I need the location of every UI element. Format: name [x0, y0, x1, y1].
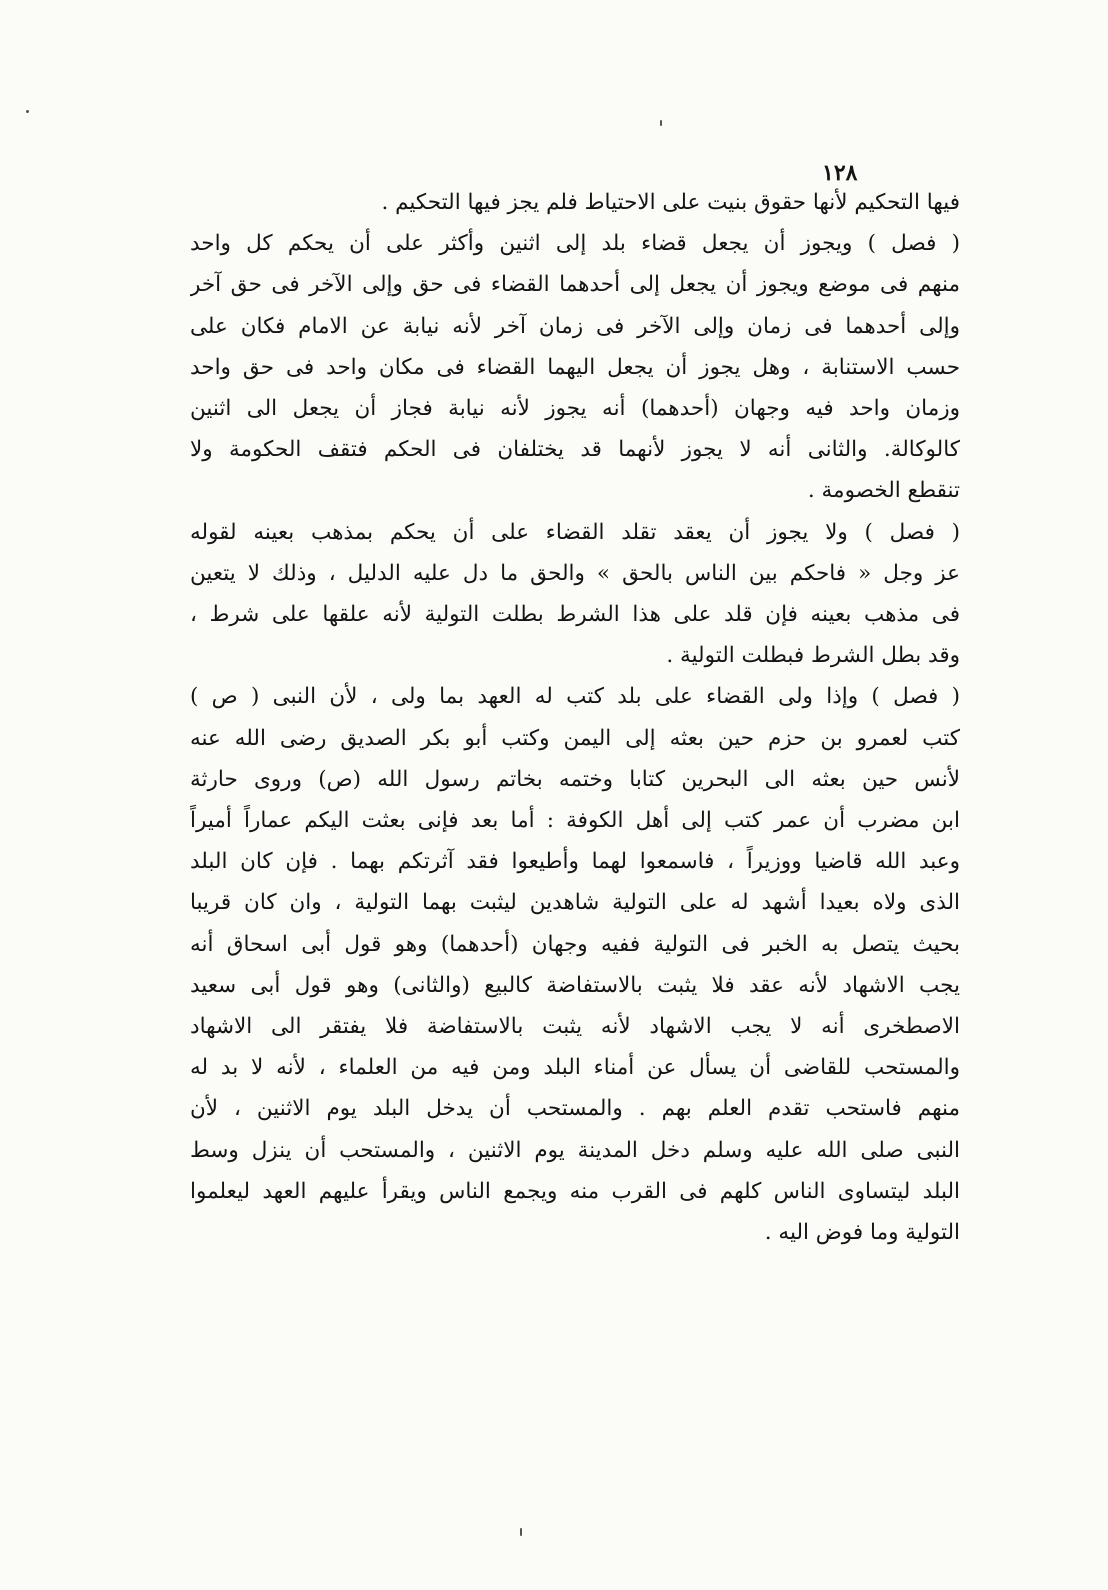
- text-line: البلد ليتساوى الناس كلهم فى القرب منه ويجمع الناس ويقرأ عليهم العهد ليعلموا: [190, 1178, 960, 1204]
- paragraph-1: [190, 182, 960, 223]
- scan-speck: [660, 120, 662, 126]
- page-number: ١٢٨: [822, 160, 858, 186]
- text-line: فيها التحكيم لأنها حقوق بنيت على الاحتياط فلم يجز فيها التحكيم .: [381, 190, 960, 215]
- text-line: الذى ولاه بعيدا أشهد له على التولية شاهدين ليثبت بهما التولية ، وان كان قريبا: [190, 890, 960, 916]
- text-line: وإلى أحدهما فى زمان وإلى الآخر فى زمان آخر لأنه نيابة عن الامام فكان على: [190, 313, 960, 339]
- text-line: التولية وما فوض اليه .: [764, 1220, 960, 1246]
- text-line: وزمان واحد فيه وجهان (أحدهما) أنه يجوز لأنه نيابة فجاز أن يجعل الى اثنين: [190, 396, 960, 422]
- text-line: بحيث يتصل به الخبر فى التولية ففيه وجهان (أحدهما) وهو قول أبى اسحاق أنه: [190, 931, 960, 957]
- text-line: ابن مضرب أن عمر كتب إلى أهل الكوفة : أما بعد فإنى بعثت اليكم عماراً أميراً: [190, 808, 960, 834]
- text-line: كالوكالة. والثانى أنه لا يجوز لأنهما قد يختلفان فى الحكم فتقف الحكومة ولا: [190, 437, 960, 463]
- text-line: ( فصل ) وإذا ولى القضاء على بلد كتب له العهد بما ولى ، لأن النبى ( ص ): [190, 684, 960, 710]
- text-line: يجب الاشهاد لأنه عقد فلا يثبت بالاستفاضة كالبيع (والثانى) وهو قول أبى سعيد: [190, 972, 960, 998]
- text-line: حسب الاستنابة ، وهل يجوز أن يجعل اليهما القضاء فى مكان واحد فى حق واحد: [190, 354, 960, 380]
- text-line: النبى صلى الله عليه وسلم دخل المدينة يوم الاثنين ، والمستحب أن ينزل وسط: [190, 1137, 960, 1163]
- text-line: فى مذهب بعينه فإن قلد على هذا الشرط بطلت التولية لأنه علقها على شرط ،: [190, 602, 960, 628]
- paragraph-4: [190, 676, 960, 1253]
- body-text: [190, 182, 960, 1253]
- text-line: وعبد الله قاضيا ووزيراً ، فاسمعوا لهما وأطيعوا فقد آثرتكم بهما . فإن كان البلد: [190, 849, 960, 875]
- text-line: وقد بطل الشرط فبطلت التولية .: [666, 643, 960, 669]
- text-line: تنقطع الخصومة .: [807, 478, 960, 504]
- text-line: عز وجل « فاحكم بين الناس بالحق » والحق ما دل عليه الدليل ، وذلك لا يتعين: [190, 560, 960, 586]
- scan-speck: [26, 110, 29, 113]
- paragraph-3: [190, 512, 960, 677]
- text-line: كتب لعمرو بن حزم حين بعثه إلى اليمن وكتب أبو بكر الصديق رضى الله عنه: [190, 725, 960, 751]
- scan-speck: [520, 1528, 522, 1536]
- text-line: والمستحب للقاضى أن يسأل عن أمناء البلد ومن فيه من العلماء ، لأنه لا بد له: [190, 1055, 960, 1081]
- text-line: منهم فى موضع ويجوز أن يجعل إلى أحدهما القضاء فى حق وإلى الآخر فى حق آخر: [190, 272, 960, 298]
- text-line: لأنس حين بعثه الى البحرين كتابا وختمه بخاتم رسول الله (ص) وروى حارثة: [190, 766, 960, 792]
- text-line: ( فصل ) ويجوز أن يجعل قضاء بلد إلى اثنين وأكثر على أن يحكم كل واحد: [190, 231, 960, 257]
- text-line: ( فصل ) ولا يجوز أن يعقد تقلد القضاء على أن يحكم بمذهب بعينه لقوله: [190, 519, 960, 545]
- paragraph-2: [190, 223, 960, 511]
- text-line: الاصطخرى أنه لا يجب الاشهاد لأنه يثبت بالاستفاضة فلا يفتقر الى الاشهاد: [190, 1014, 960, 1040]
- text-line: منهم فاستحب تقدم العلم بهم . والمستحب أن يدخل البلد يوم الاثنين ، لأن: [190, 1096, 960, 1122]
